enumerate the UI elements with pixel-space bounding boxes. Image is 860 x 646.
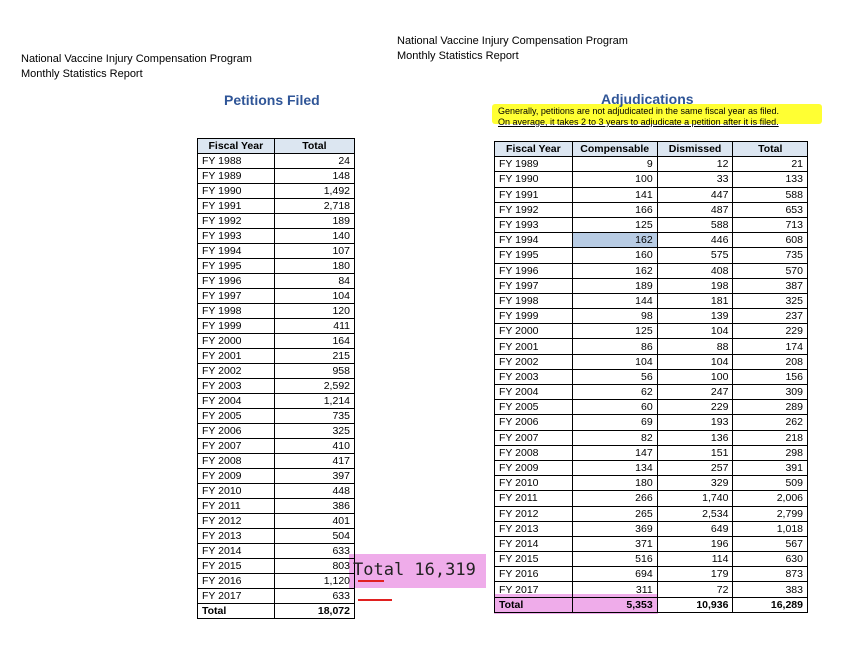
table-row — [198, 364, 355, 379]
value-cell: 447 — [657, 187, 733, 202]
value-cell: 509 — [733, 476, 808, 491]
table-row — [495, 552, 808, 567]
column-header: Fiscal Year — [198, 139, 275, 154]
value-cell: 873 — [733, 567, 808, 582]
value-cell: 104 — [657, 354, 733, 369]
table-row — [198, 184, 355, 199]
fiscal-year-cell: FY 2010 — [495, 476, 573, 491]
total-value: 18,072 — [274, 604, 354, 619]
column-header: Dismissed — [657, 142, 733, 157]
value-cell: 391 — [733, 460, 808, 475]
value-cell: 401 — [274, 514, 354, 529]
table-row — [495, 172, 808, 187]
value-cell: 166 — [572, 202, 657, 217]
fiscal-year-cell: FY 2009 — [495, 460, 573, 475]
fiscal-year-cell: FY 2007 — [495, 430, 573, 445]
fiscal-year-cell: FY 2009 — [198, 469, 275, 484]
value-cell: 325 — [733, 293, 808, 308]
value-cell: 247 — [657, 385, 733, 400]
value-cell: 193 — [657, 415, 733, 430]
value-cell: 147 — [572, 445, 657, 460]
column-header: Total — [274, 139, 354, 154]
value-cell: 410 — [274, 439, 354, 454]
fiscal-year-cell: FY 1992 — [198, 214, 275, 229]
table-row — [495, 567, 808, 582]
selected-cell: 162 — [572, 233, 657, 248]
value-cell: 265 — [572, 506, 657, 521]
report-name: Monthly Statistics Report — [21, 68, 143, 80]
value-cell: 144 — [572, 293, 657, 308]
table-row — [495, 400, 808, 415]
fiscal-year-cell: FY 2001 — [198, 349, 275, 364]
value-cell: 86 — [572, 339, 657, 354]
value-cell: 386 — [274, 499, 354, 514]
fiscal-year-cell: FY 1999 — [198, 319, 275, 334]
value-cell: 2,534 — [657, 506, 733, 521]
fiscal-year-cell: FY 1991 — [198, 199, 275, 214]
table-row — [495, 369, 808, 384]
table-header-row — [495, 142, 808, 157]
table-row — [495, 248, 808, 263]
table-row — [495, 339, 808, 354]
value-cell: 134 — [572, 460, 657, 475]
value-cell: 141 — [572, 187, 657, 202]
fiscal-year-cell: FY 1990 — [495, 172, 573, 187]
total-label: Total — [198, 604, 275, 619]
fiscal-year-cell: FY 2006 — [198, 424, 275, 439]
value-cell: 570 — [733, 263, 808, 278]
fiscal-year-cell: FY 2000 — [495, 324, 573, 339]
value-cell: 156 — [733, 369, 808, 384]
value-cell: 567 — [733, 536, 808, 551]
red-underline-mark — [358, 580, 384, 582]
table-row — [495, 202, 808, 217]
table-row — [495, 354, 808, 369]
value-cell: 107 — [274, 244, 354, 259]
table-row — [198, 229, 355, 244]
value-cell: 411 — [274, 319, 354, 334]
table-row — [198, 289, 355, 304]
fiscal-year-cell: FY 1998 — [495, 293, 573, 308]
value-cell: 139 — [657, 309, 733, 324]
value-cell: 120 — [274, 304, 354, 319]
fiscal-year-cell: FY 2005 — [198, 409, 275, 424]
value-cell: 608 — [733, 233, 808, 248]
value-cell: 136 — [657, 430, 733, 445]
value-cell: 88 — [657, 339, 733, 354]
table-row — [198, 499, 355, 514]
fiscal-year-cell: FY 1989 — [495, 157, 573, 172]
value-cell: 60 — [572, 400, 657, 415]
value-cell: 196 — [657, 536, 733, 551]
fiscal-year-cell: FY 2010 — [198, 484, 275, 499]
value-cell: 2,006 — [733, 491, 808, 506]
report-name: Monthly Statistics Report — [397, 50, 519, 62]
fiscal-year-cell: FY 2014 — [495, 536, 573, 551]
value-cell: 180 — [572, 476, 657, 491]
value-cell: 198 — [657, 278, 733, 293]
value-cell: 98 — [572, 309, 657, 324]
value-cell: 958 — [274, 364, 354, 379]
value-cell: 151 — [657, 445, 733, 460]
value-cell: 713 — [733, 217, 808, 232]
table-row — [198, 214, 355, 229]
table-row — [198, 514, 355, 529]
fiscal-year-cell: FY 2011 — [198, 499, 275, 514]
table-row — [495, 415, 808, 430]
value-cell: 446 — [657, 233, 733, 248]
value-cell: 21 — [733, 157, 808, 172]
table-row — [198, 349, 355, 364]
table-row — [198, 574, 355, 589]
value-cell: 133 — [733, 172, 808, 187]
fiscal-year-cell: FY 1995 — [198, 259, 275, 274]
fiscal-year-cell: FY 1996 — [198, 274, 275, 289]
fiscal-year-cell: FY 2017 — [495, 582, 573, 597]
fiscal-year-cell: FY 2013 — [198, 529, 275, 544]
value-cell: 2,799 — [733, 506, 808, 521]
fiscal-year-cell: FY 2015 — [198, 559, 275, 574]
fiscal-year-cell: FY 2012 — [495, 506, 573, 521]
adjudications-table — [494, 141, 808, 613]
table-total-row — [495, 597, 808, 612]
fiscal-year-cell: FY 1990 — [198, 184, 275, 199]
fiscal-year-cell: FY 2015 — [495, 552, 573, 567]
value-cell: 633 — [274, 589, 354, 604]
table-row — [198, 199, 355, 214]
table-row — [198, 424, 355, 439]
value-cell: 383 — [733, 582, 808, 597]
value-cell: 516 — [572, 552, 657, 567]
fiscal-year-cell: FY 1994 — [198, 244, 275, 259]
table-row — [495, 491, 808, 506]
value-cell: 208 — [733, 354, 808, 369]
value-cell: 408 — [657, 263, 733, 278]
value-cell: 237 — [733, 309, 808, 324]
total-total: 16,289 — [733, 597, 808, 612]
fiscal-year-cell: FY 2003 — [495, 369, 573, 384]
column-header: Total — [733, 142, 808, 157]
value-cell: 1,120 — [274, 574, 354, 589]
fiscal-year-cell: FY 2002 — [198, 364, 275, 379]
value-cell: 369 — [572, 521, 657, 536]
table-row — [495, 521, 808, 536]
value-cell: 125 — [572, 324, 657, 339]
value-cell: 114 — [657, 552, 733, 567]
value-cell: 309 — [733, 385, 808, 400]
program-name: National Vaccine Injury Compensation Program — [21, 53, 252, 65]
value-cell: 104 — [657, 324, 733, 339]
value-cell: 448 — [274, 484, 354, 499]
table-row — [198, 334, 355, 349]
table-row — [198, 244, 355, 259]
value-cell: 174 — [733, 339, 808, 354]
value-cell: 1,492 — [274, 184, 354, 199]
fiscal-year-cell: FY 1993 — [198, 229, 275, 244]
value-cell: 148 — [274, 169, 354, 184]
value-cell: 1,740 — [657, 491, 733, 506]
table-row — [495, 536, 808, 551]
value-cell: 164 — [274, 334, 354, 349]
red-underline-mark — [358, 599, 392, 601]
table-row — [495, 278, 808, 293]
table-row — [198, 454, 355, 469]
table-row — [198, 409, 355, 424]
fiscal-year-cell: FY 1992 — [495, 202, 573, 217]
value-cell: 84 — [274, 274, 354, 289]
value-cell: 504 — [274, 529, 354, 544]
value-cell: 140 — [274, 229, 354, 244]
value-cell: 257 — [657, 460, 733, 475]
value-cell: 189 — [572, 278, 657, 293]
value-cell: 371 — [572, 536, 657, 551]
fiscal-year-cell: FY 2004 — [495, 385, 573, 400]
table-row — [495, 187, 808, 202]
value-cell: 487 — [657, 202, 733, 217]
table-total-row — [198, 604, 355, 619]
fiscal-year-cell: FY 2013 — [495, 521, 573, 536]
table-row — [198, 439, 355, 454]
value-cell: 262 — [733, 415, 808, 430]
value-cell: 82 — [572, 430, 657, 445]
value-cell: 229 — [657, 400, 733, 415]
value-cell: 397 — [274, 469, 354, 484]
value-cell: 218 — [733, 430, 808, 445]
table-row — [495, 582, 808, 597]
fiscal-year-cell: FY 2001 — [495, 339, 573, 354]
table-row — [198, 319, 355, 334]
value-cell: 162 — [572, 263, 657, 278]
value-cell: 33 — [657, 172, 733, 187]
value-cell: 229 — [733, 324, 808, 339]
value-cell: 2,592 — [274, 379, 354, 394]
value-cell: 633 — [274, 544, 354, 559]
report-header-left — [21, 52, 252, 82]
note-line-1: Generally, petitions are not adjudicated in the same fiscal year as filed. — [498, 106, 779, 116]
value-cell: 104 — [572, 354, 657, 369]
petitions-table — [197, 138, 355, 619]
table-row — [198, 154, 355, 169]
value-cell: 215 — [274, 349, 354, 364]
fiscal-year-cell: FY 2000 — [198, 334, 275, 349]
table-row — [495, 476, 808, 491]
value-cell: 694 — [572, 567, 657, 582]
value-cell: 649 — [657, 521, 733, 536]
value-cell: 588 — [657, 217, 733, 232]
program-name: National Vaccine Injury Compensation Program — [397, 35, 628, 47]
table-row — [495, 460, 808, 475]
table-row — [198, 469, 355, 484]
table-row — [198, 484, 355, 499]
table-row — [198, 379, 355, 394]
value-cell: 417 — [274, 454, 354, 469]
fiscal-year-cell: FY 2008 — [198, 454, 275, 469]
table-row — [198, 544, 355, 559]
adjudication-notes — [498, 106, 779, 128]
table-row — [495, 293, 808, 308]
fiscal-year-cell: FY 2006 — [495, 415, 573, 430]
fiscal-year-cell: FY 2002 — [495, 354, 573, 369]
fiscal-year-cell: FY 1996 — [495, 263, 573, 278]
value-cell: 387 — [733, 278, 808, 293]
fiscal-year-cell: FY 2007 — [198, 439, 275, 454]
fiscal-year-cell: FY 2017 — [198, 589, 275, 604]
table-row — [495, 506, 808, 521]
value-cell: 189 — [274, 214, 354, 229]
value-cell: 179 — [657, 567, 733, 582]
fiscal-year-cell: FY 2004 — [198, 394, 275, 409]
handwritten-total-annotation: Total 16,319 — [353, 560, 476, 580]
table-row — [198, 304, 355, 319]
fiscal-year-cell: FY 2016 — [198, 574, 275, 589]
fiscal-year-cell: FY 1995 — [495, 248, 573, 263]
fiscal-year-cell: FY 1989 — [198, 169, 275, 184]
fiscal-year-cell: FY 1993 — [495, 217, 573, 232]
value-cell: 180 — [274, 259, 354, 274]
fiscal-year-cell: FY 1991 — [495, 187, 573, 202]
value-cell: 311 — [572, 582, 657, 597]
value-cell: 9 — [572, 157, 657, 172]
value-cell: 69 — [572, 415, 657, 430]
table-row — [198, 559, 355, 574]
fiscal-year-cell: FY 2012 — [198, 514, 275, 529]
value-cell: 12 — [657, 157, 733, 172]
table-row — [495, 430, 808, 445]
table-row — [495, 445, 808, 460]
fiscal-year-cell: FY 2014 — [198, 544, 275, 559]
value-cell: 100 — [657, 369, 733, 384]
table-row — [495, 157, 808, 172]
value-cell: 588 — [733, 187, 808, 202]
value-cell: 289 — [733, 400, 808, 415]
value-cell: 104 — [274, 289, 354, 304]
table-row — [198, 169, 355, 184]
value-cell: 735 — [274, 409, 354, 424]
table-row — [495, 217, 808, 232]
value-cell: 1,214 — [274, 394, 354, 409]
value-cell: 298 — [733, 445, 808, 460]
table-header-row — [198, 139, 355, 154]
column-header: Fiscal Year — [495, 142, 573, 157]
value-cell: 266 — [572, 491, 657, 506]
fiscal-year-cell: FY 1997 — [198, 289, 275, 304]
fiscal-year-cell: FY 1997 — [495, 278, 573, 293]
petitions-title: Petitions Filed — [224, 92, 320, 108]
fiscal-year-cell: FY 1998 — [198, 304, 275, 319]
table-row — [198, 394, 355, 409]
value-cell: 575 — [657, 248, 733, 263]
total-dismissed: 10,936 — [657, 597, 733, 612]
table-row — [495, 233, 808, 248]
fiscal-year-cell: FY 2016 — [495, 567, 573, 582]
value-cell: 24 — [274, 154, 354, 169]
value-cell: 1,018 — [733, 521, 808, 536]
value-cell: 100 — [572, 172, 657, 187]
value-cell: 325 — [274, 424, 354, 439]
fiscal-year-cell: FY 1988 — [198, 154, 275, 169]
table-row — [198, 274, 355, 289]
fiscal-year-cell: FY 2008 — [495, 445, 573, 460]
table-row — [495, 324, 808, 339]
value-cell: 2,718 — [274, 199, 354, 214]
value-cell: 72 — [657, 582, 733, 597]
table-row — [495, 263, 808, 278]
table-row — [495, 385, 808, 400]
fiscal-year-cell: FY 2003 — [198, 379, 275, 394]
fiscal-year-cell: FY 2011 — [495, 491, 573, 506]
value-cell: 181 — [657, 293, 733, 308]
value-cell: 160 — [572, 248, 657, 263]
column-header: Compensable — [572, 142, 657, 157]
total-label: Total — [495, 597, 573, 612]
value-cell: 56 — [572, 369, 657, 384]
value-cell: 653 — [733, 202, 808, 217]
table-row — [495, 309, 808, 324]
fiscal-year-cell: FY 1999 — [495, 309, 573, 324]
value-cell: 630 — [733, 552, 808, 567]
value-cell: 329 — [657, 476, 733, 491]
adjudications-title: Adjudications — [601, 91, 694, 107]
value-cell: 125 — [572, 217, 657, 232]
value-cell: 735 — [733, 248, 808, 263]
total-compensable: 5,353 — [572, 597, 657, 612]
value-cell: 803 — [274, 559, 354, 574]
fiscal-year-cell: FY 1994 — [495, 233, 573, 248]
value-cell: 62 — [572, 385, 657, 400]
note-line-2: On average, it takes 2 to 3 years to adjudicate a petition after it is filed. — [498, 117, 779, 127]
table-row — [198, 529, 355, 544]
table-row — [198, 589, 355, 604]
report-header-right — [397, 34, 628, 64]
table-row — [198, 259, 355, 274]
fiscal-year-cell: FY 2005 — [495, 400, 573, 415]
